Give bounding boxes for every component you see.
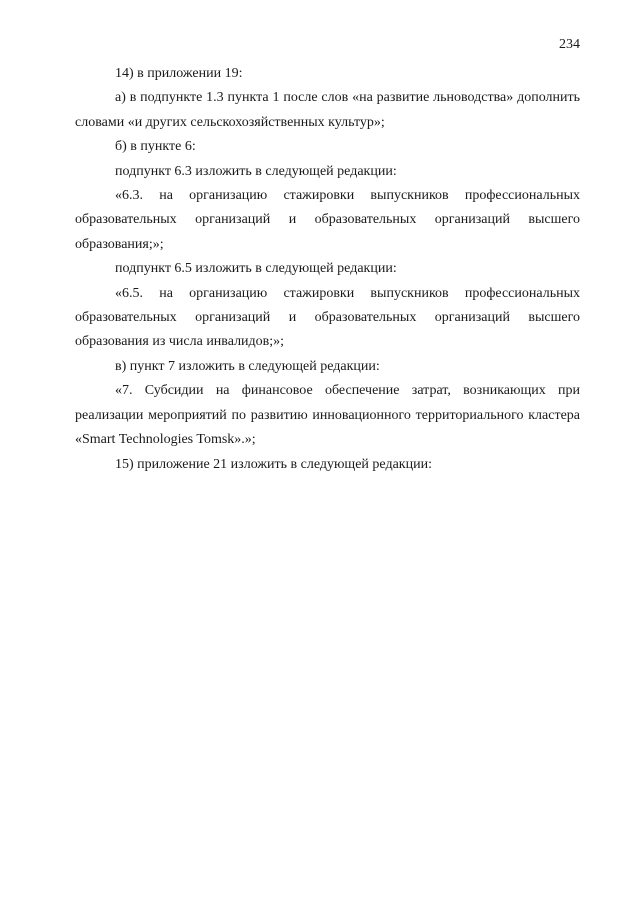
paragraph-subpoint-6-3-text: «6.3. на организацию стажировки выпускников профессиональных образовательных организаций и образовательных организаций высшего образования;»;: [75, 188, 580, 252]
paragraph-subpoint-6-5-intro: подпункт 6.5 изложить в следующей редакции:: [115, 261, 397, 277]
paragraph-subitem-a: а) в подпункте 1.3 пункта 1 после слов «на развитие льноводства» дополнить словами «и других сельскохозяйственных культур»;: [75, 90, 580, 130]
paragraph-subitem-b: б) в пункте 6:: [115, 139, 196, 155]
page-number: 234: [559, 37, 580, 52]
paragraph-subitem-v: в) пункт 7 изложить в следующей редакции:: [115, 358, 380, 374]
paragraph-subpoint-6-3-intro: подпункт 6.3 изложить в следующей редакции:: [115, 163, 397, 179]
document-body: [75, 62, 580, 477]
paragraph-item-15: 15) приложение 21 изложить в следующей редакции:: [115, 456, 432, 472]
paragraph-subpoint-6-5-text: «6.5. на организацию стажировки выпускников профессиональных образовательных организаций и образовательных организаций высшего образования из числа инвалидов;»;: [75, 285, 580, 350]
paragraph-item-14: 14) в приложении 19:: [115, 66, 243, 81]
paragraph-point-7-text: «7. Субсидии на финансовое обеспечение затрат, возникающих при реализации мероприятий по развитию инновационного территориального кластера «Smart Technologies Tomsk».»;: [75, 383, 580, 448]
